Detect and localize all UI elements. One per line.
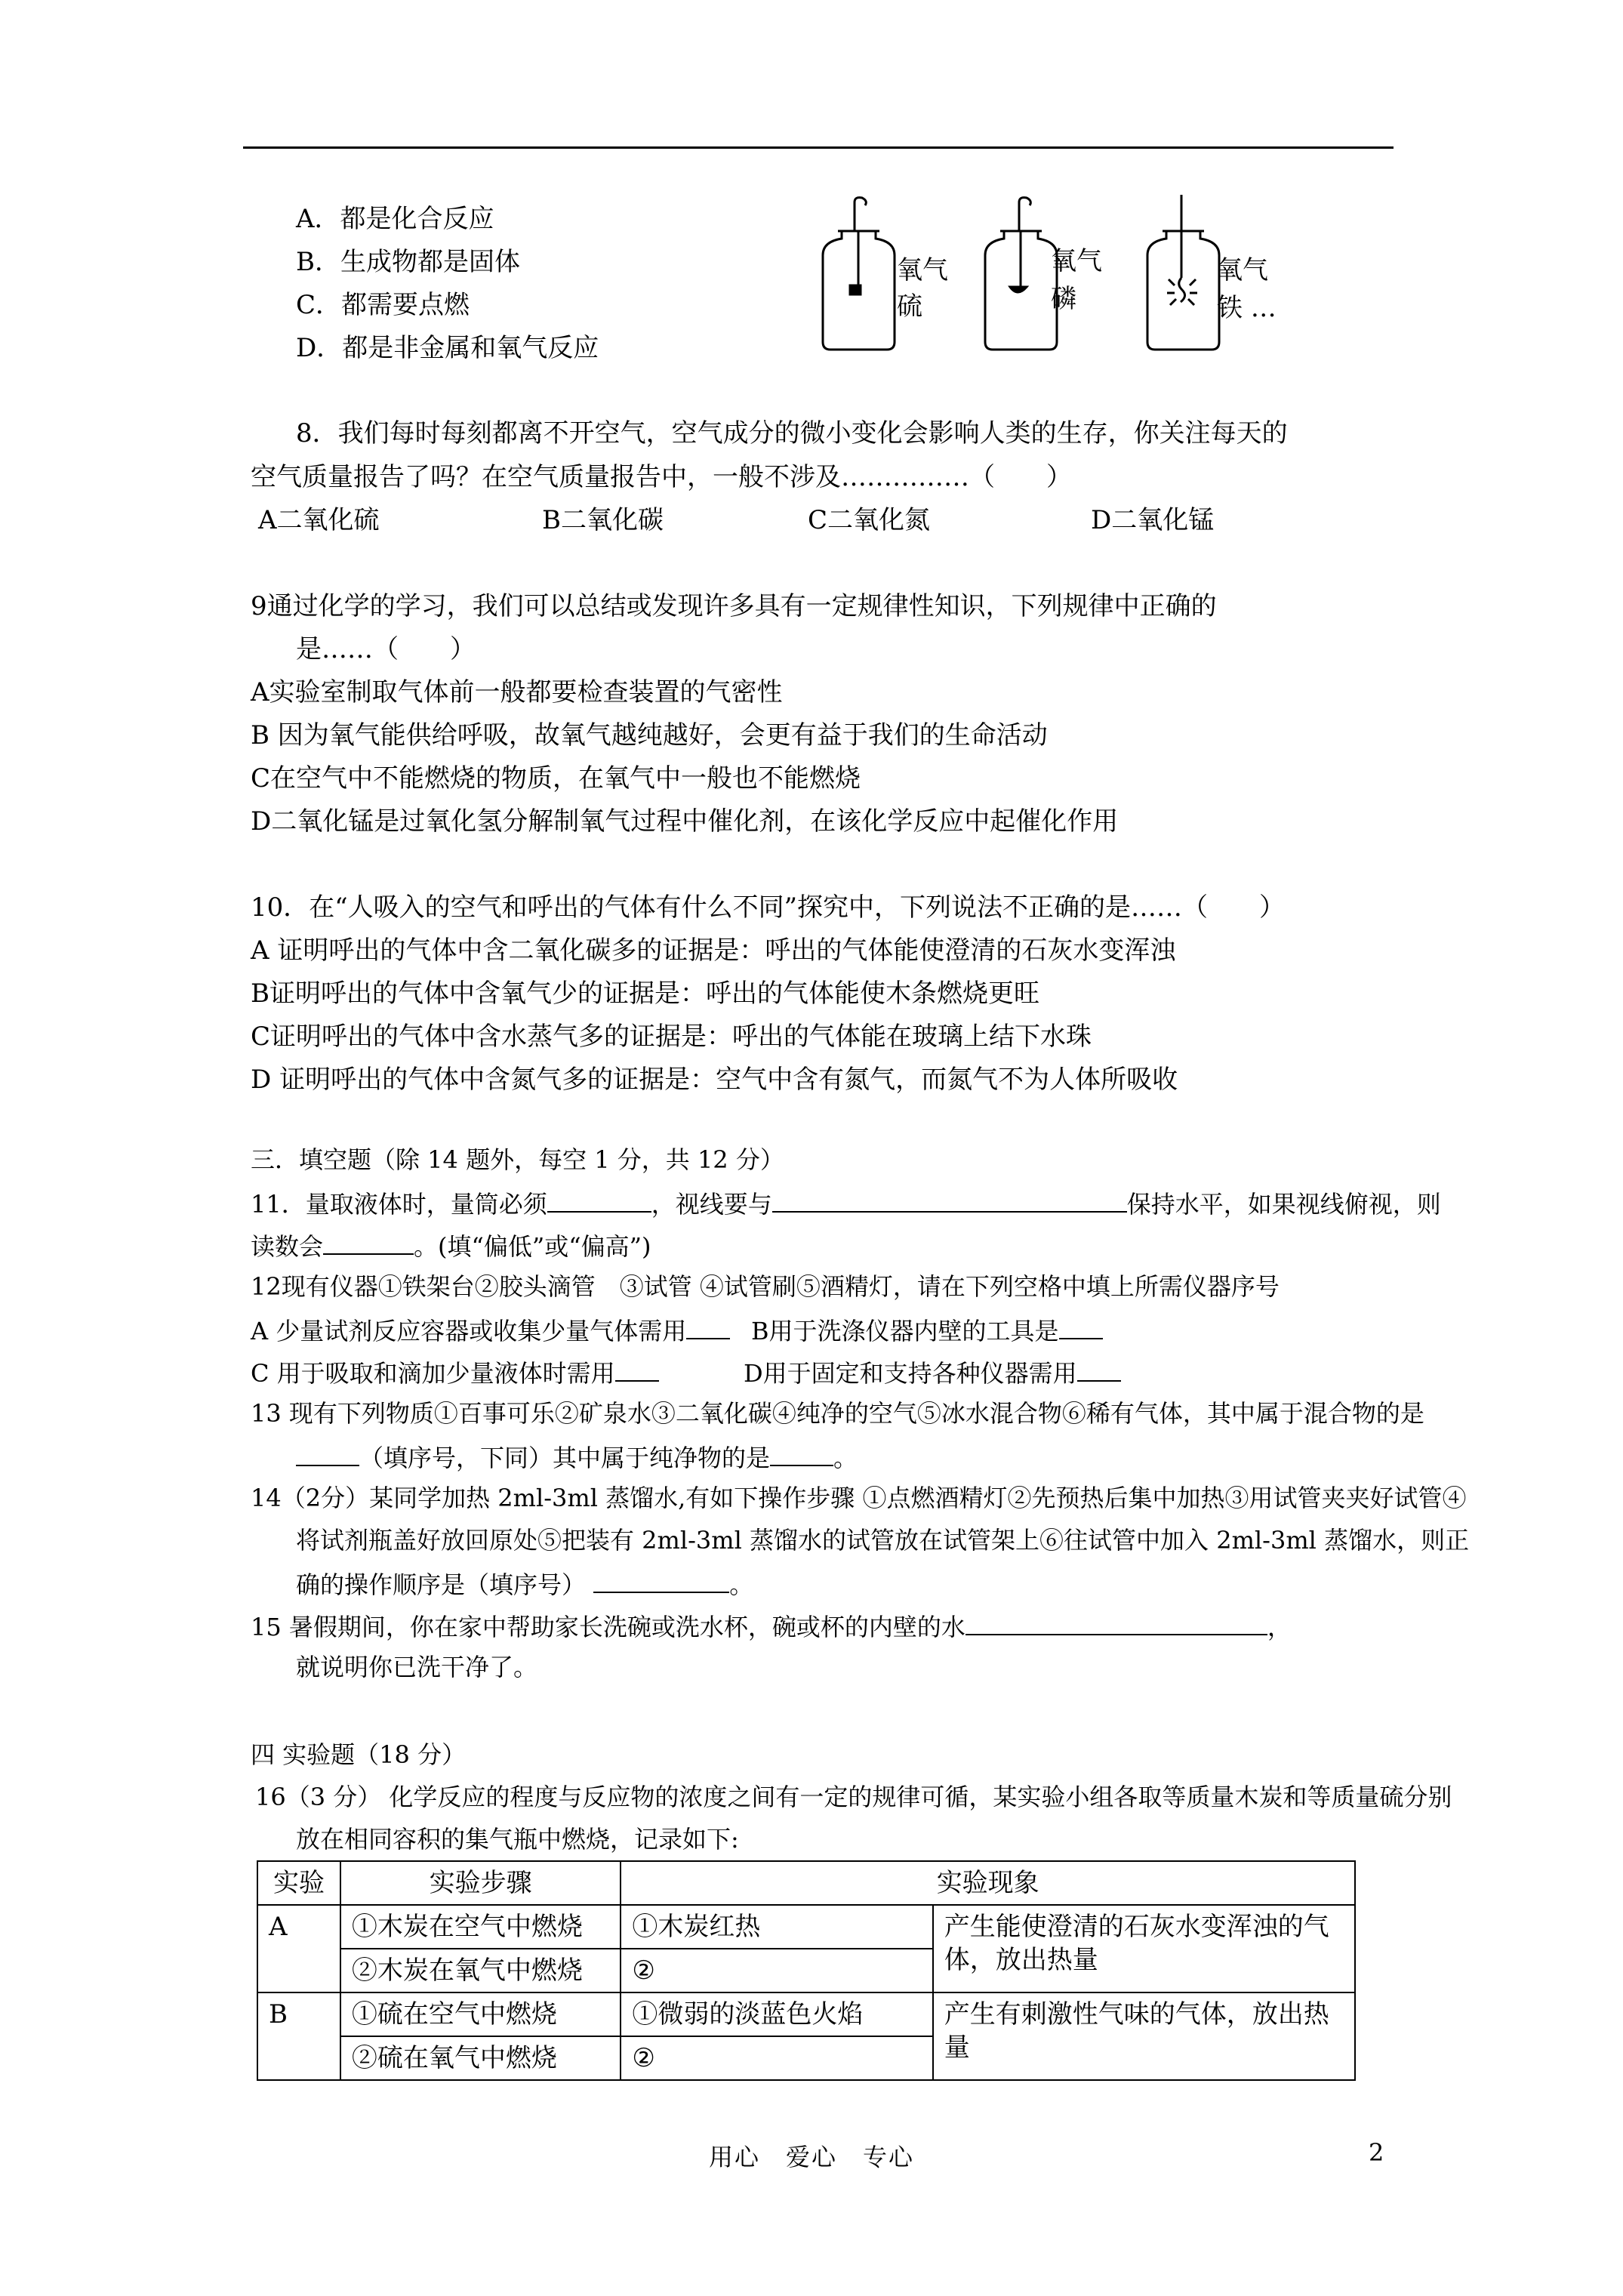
- q11-blank-2[interactable]: [772, 1185, 1127, 1213]
- q7-apparatus-figure: [815, 195, 1298, 364]
- q7-option-d: D．都是非金属和氧气反应: [296, 333, 599, 363]
- q10-option-b: B证明呼出的气体中含氧气少的证据是：呼出的气体能使木条燃烧更旺: [251, 978, 1039, 1009]
- q15-blank[interactable]: [965, 1608, 1267, 1635]
- q14-blank[interactable]: [593, 1566, 729, 1593]
- q8-option-b: B二氧化碳: [542, 505, 664, 535]
- exp-b-step2: ②硫在氧气中燃烧: [340, 2036, 621, 2080]
- q11-blank-3[interactable]: [323, 1228, 414, 1255]
- jar1-gas-label: 氧气: [897, 255, 948, 285]
- q7-option-b: B．生成物都是固体: [296, 247, 520, 277]
- jar2-substance-label: 磷: [1051, 284, 1076, 314]
- table-row: [257, 1992, 1355, 2036]
- section4-title: 四 实验题（18 分）: [251, 1740, 467, 1769]
- page-number: 2: [1369, 2138, 1384, 2167]
- table-row: [257, 1905, 1355, 1949]
- exp-a-step1: ①木炭在空气中燃烧: [340, 1905, 621, 1949]
- q8-option-d: D二氧化锰: [1091, 505, 1215, 535]
- header-steps: 实验步骤: [340, 1861, 621, 1905]
- q8-option-c: C二氧化氮: [808, 505, 931, 535]
- q9-stem-line1: 9通过化学的学习，我们可以总结或发现许多具有一定规律性知识，下列规律中正确的: [251, 591, 1217, 621]
- q12-item-d: D用于固定和支持各种仪器需用: [744, 1354, 1121, 1390]
- exp-b-common: 产生有刺激性气味的气体，放出热量: [933, 1992, 1355, 2080]
- q13-blank-1[interactable]: [296, 1439, 359, 1466]
- jar3-substance-label: 铁 …: [1217, 293, 1277, 323]
- q8-stem-line2: 空气质量报告了吗？在空气质量报告中，一般不涉及……………（ ）: [251, 462, 1072, 492]
- q12-stem: 12现有仪器①铁架台②胶头滴管 ③试管 ④试管刷⑤酒精灯，请在下列空格中填上所需仪器序号: [251, 1272, 1280, 1301]
- q9-option-d: D二氧化锰是过氧化氢分解制氧气过程中催化剂，在该化学反应中起催化作用: [251, 806, 1119, 837]
- q15-line1: 15 暑假期间，你在家中帮助家长洗碗或洗水杯，碗或杯的内壁的水 ，: [251, 1608, 1292, 1644]
- q12-item-c: C 用于吸取和滴加少量液体时需用: [251, 1354, 659, 1390]
- q16-line1: 16（3 分） 化学反应的程度与反应物的浓度之间有一定的规律可循，某实验小组各取等质量木炭和等质量硫分别: [255, 1783, 1452, 1811]
- jar1-substance-label: 硫: [897, 291, 922, 322]
- header-phenomena: 实验现象: [621, 1861, 1355, 1905]
- page-footer: 用心 爱心 专心: [708, 2143, 914, 2171]
- q9-option-c: C在空气中不能燃烧的物质，在氧气中一般也不能燃烧: [251, 763, 861, 794]
- exp-a-label: A: [257, 1905, 340, 1992]
- q14-line1: 14（2分）某同学加热 2ml-3ml 蒸馏水,有如下操作步骤 ①点燃酒精灯②先预热后集中加热③用试管夹夹好试管④: [251, 1484, 1467, 1512]
- exp-a-phen1: ①木炭红热: [621, 1905, 932, 1949]
- q11-line1: 11．量取液体时，量筒必须 ，视线要与 保持水平，如果视线俯视，则: [251, 1185, 1441, 1221]
- q10-option-c: C证明呼出的气体中含水蒸气多的证据是：呼出的气体能在玻璃上结下水珠: [251, 1022, 1092, 1052]
- q13-blank-2[interactable]: [770, 1439, 833, 1466]
- q12-item-b: B用于洗涤仪器内壁的工具是: [751, 1312, 1103, 1348]
- q13-line2: （填序号，下同）其中属于纯净物的是 。: [296, 1439, 858, 1475]
- q11-blank-1[interactable]: [547, 1185, 651, 1213]
- q9-stem-line2: 是……（ ）: [296, 634, 476, 664]
- q9-option-b: B 因为氧气能供给呼吸，故氧气越纯越好，会更有益于我们的生命活动: [251, 720, 1048, 750]
- header-experiment: 实验: [257, 1861, 340, 1905]
- q7-option-c: C．都需要点燃: [296, 290, 470, 320]
- header-rule: [243, 146, 1394, 149]
- q15-line2: 就说明你已洗干净了。: [296, 1653, 538, 1681]
- q16-line2: 放在相同容积的集气瓶中燃烧，记录如下:: [296, 1825, 739, 1854]
- exp-a-common: 产生能使澄清的石灰水变浑浊的气体，放出热量: [933, 1905, 1355, 1992]
- jar2-gas-label: 氧气: [1051, 246, 1102, 276]
- exp-b-step1: ①硫在空气中燃烧: [340, 1992, 621, 2036]
- q12-blank-d[interactable]: [1077, 1354, 1121, 1382]
- q10-option-d: D 证明呼出的气体中含氮气多的证据是：空气中含有氮气，而氮气不为人体所吸收: [251, 1065, 1178, 1095]
- experiment-table: [257, 1860, 1356, 2081]
- exp-b-phen1: ①微弱的淡蓝色火焰: [621, 1992, 932, 2036]
- jar3-gas-label: 氧气: [1217, 255, 1268, 285]
- q7-option-a: A．都是化合反应: [296, 204, 494, 234]
- q12-blank-b[interactable]: [1059, 1312, 1103, 1339]
- q10-stem: 10．在“人吸入的空气和呼出的气体有什么不同”探究中，下列说法不正确的是……（ ）: [251, 892, 1286, 923]
- q12-blank-a[interactable]: [686, 1312, 730, 1339]
- q8-option-a: A二氧化硫: [258, 505, 380, 535]
- q13-line1: 13 现有下列物质①百事可乐②矿泉水③二氧化碳④纯净的空气⑤冰水混合物⑥稀有气体，其中属于混合物的是: [251, 1399, 1424, 1428]
- q8-stem-line1: 8．我们每时每刻都离不开空气，空气成分的微小变化会影响人类的生存，你关注每天的: [296, 418, 1288, 448]
- q11-line2: 读数会 。(填“偏低”或“偏高”): [251, 1228, 651, 1263]
- q12-item-a: A 少量试剂反应容器或收集少量气体需用: [251, 1312, 730, 1348]
- q14-line3: 确的操作顺序是（填序号） 。: [296, 1566, 753, 1601]
- q9-option-a: A实验室制取气体前一般都要检查装置的气密性: [251, 677, 783, 707]
- exp-a-phen2[interactable]: ②: [621, 1949, 932, 1992]
- table-header-row: [257, 1861, 1355, 1905]
- exp-b-label: B: [257, 1992, 340, 2080]
- exp-a-step2: ②木炭在氧气中燃烧: [340, 1949, 621, 1992]
- exp-b-phen2[interactable]: ②: [621, 2036, 932, 2080]
- q12-blank-c[interactable]: [615, 1354, 659, 1382]
- q14-line2: 将试剂瓶盖好放回原处⑤把装有 2ml-3ml 蒸馏水的试管放在试管架上⑥往试管中加入 2ml-3ml 蒸馏水，则正: [296, 1526, 1470, 1555]
- q10-option-a: A 证明呼出的气体中含二氧化碳多的证据是：呼出的气体能使澄清的石灰水变浑浊: [251, 935, 1176, 966]
- section3-title: 三．填空题（除 14 题外，每空 1 分，共 12 分）: [251, 1145, 784, 1174]
